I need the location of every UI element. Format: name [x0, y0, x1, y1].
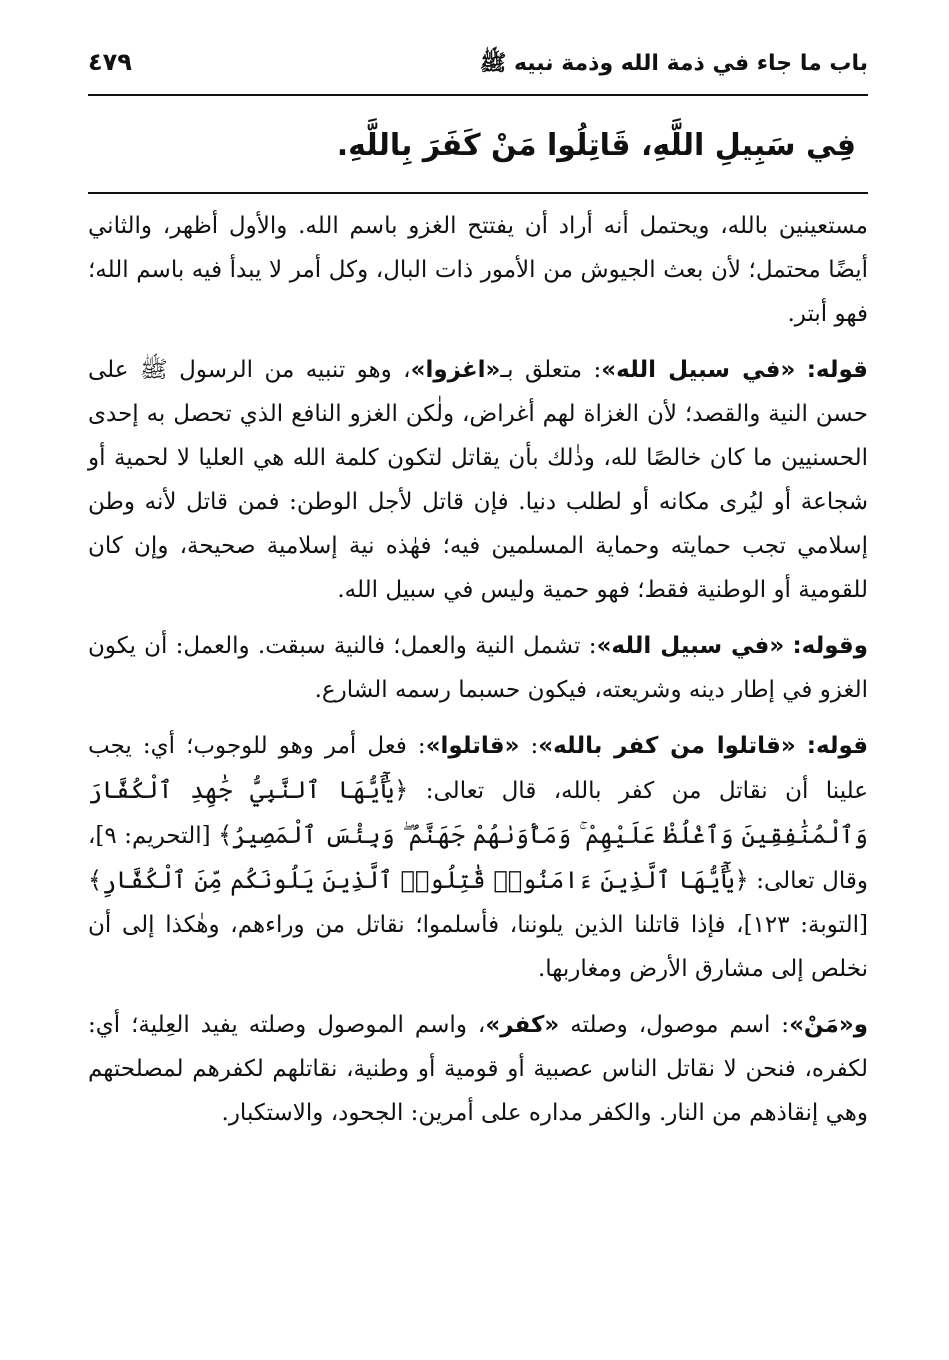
- paragraph-text: : اسم موصول، وصلته: [559, 1012, 790, 1038]
- paragraph-text: ، وهو تنبيه من الرسول ﷺ على حسن النية والقصد؛ لأن الغزاة لهم أغراض، ولٰكن الغزو النافع الذي تحصل به إحدى الحسنيين ما كان خالصًا لله، وذٰلك بأن يقاتل لتكون كلمة الله هي العليا لا لحمية أو شجاعة أو ليُرى مكانه أو لطلب دنيا. فإن قاتل لأجل الوطن: فمن قاتل لأنه وطن إسلامي تجب حمايته وحماية المسلمين فيه؛ فهٰذه نية إسلامية صحيحة، وإن كان للقومية أو الوطنية فقط؛ فهو حمية وليس في سبيل الله.: [88, 357, 868, 603]
- paragraph-text: : تشمل النية والعمل؛ فالنية سبقت. والعمل: أن يكون الغزو في إطار دينه وشريعته، فيكون حسبما رسمه الشارع.: [88, 633, 868, 703]
- paragraph-text: [التحريم: ٩]، وقال تعالى:: [88, 823, 868, 894]
- book-page: [88, 48, 868, 1308]
- page-number: ٤٧٩: [88, 48, 132, 76]
- paragraph-lead: و«مَنْ»: [789, 1012, 869, 1038]
- quran-verse: ﴿يَٰٓأَيُّهَا ٱلَّذِينَ ءَامَنُوا۟ قَٰتِلُوا۟ ٱلَّذِينَ يَلُونَكُم مِّنَ ٱلْكُفَّارِ﴾: [88, 866, 749, 894]
- quoted-phrase: «في سبيل الله»: [596, 633, 785, 659]
- paragraph-3: [88, 624, 868, 712]
- hadith-text: فِي سَبِيلِ اللَّهِ، قَاتِلُوا مَنْ كَفَرَ بِاللَّهِ.: [336, 128, 856, 163]
- quoted-phrase: «قاتلوا من كفر بالله»: [538, 733, 796, 759]
- running-header: [88, 48, 868, 94]
- quoted-phrase: «قاتلوا»: [425, 733, 520, 759]
- paragraph-lead: قوله:: [806, 733, 869, 759]
- quran-verse: ﴿يَٰٓأَيُّهَا ٱلنَّبِيُّ جَٰهِدِ ٱلْكُفَّارَ وَٱلْمُنَٰفِقِينَ وَٱغْلُظْ عَلَيْهِمْ ۚ وَمَأْوَىٰهُمْ جَهَنَّمُ ۖ وَبِئْسَ ٱلْمَصِيرُ﴾: [88, 776, 868, 849]
- paragraph-text: ، واسم الموصول وصلته يفيد العِلية؛ أي: لكفره، فنحن لا نقاتل الناس عصبية أو قومية أو وطنية، نقاتلهم لكفرهم لمصلحتهم وهي إنقاذهم من النار. والكفر مداره على أمرين: الجحود، والاستكبار.: [88, 1012, 868, 1126]
- paragraph-lead: وقوله:: [792, 633, 869, 659]
- paragraph-4: [88, 724, 868, 991]
- commentary: [88, 194, 868, 1135]
- quoted-phrase: «في سبيل الله»: [601, 357, 796, 383]
- quoted-phrase: «اغزوا»: [410, 357, 501, 383]
- paragraph-text: [التوبة: ١٢٣]، فإذا قاتلنا الذين يلوننا، فأسلموا؛ نقاتل من وراءهم، وهٰكذا إلى أن نخلص إلى مشارق الأرض ومغاربها.: [88, 912, 868, 982]
- running-title: باب ما جاء في ذمة الله وذمة نبيه ﷺ: [479, 51, 868, 76]
- paragraph-1: [88, 204, 868, 336]
- paragraph-text: : فعل أمر وهو للوجوب؛ أي: يجب علينا أن نقاتل من كفر بالله، قال تعالى:: [88, 733, 868, 804]
- quoted-phrase: «كفر»: [485, 1012, 560, 1038]
- paragraph-text: مستعينين بالله، ويحتمل أنه أراد أن يفتتح الغزو باسم الله. والأول أظهر، والثاني أيضًا محتمل؛ لأن بعث الجيوش من الأمور ذات البال، وكل أمر لا يبدأ فيه باسم الله؛ فهو أبتر.: [88, 213, 868, 327]
- paragraph-text: : متعلق بـ: [500, 357, 602, 383]
- paragraph-text: :: [519, 733, 539, 759]
- paragraph-5: [88, 1003, 868, 1135]
- paragraph-lead: قوله:: [806, 357, 868, 383]
- paragraph-2: [88, 348, 868, 612]
